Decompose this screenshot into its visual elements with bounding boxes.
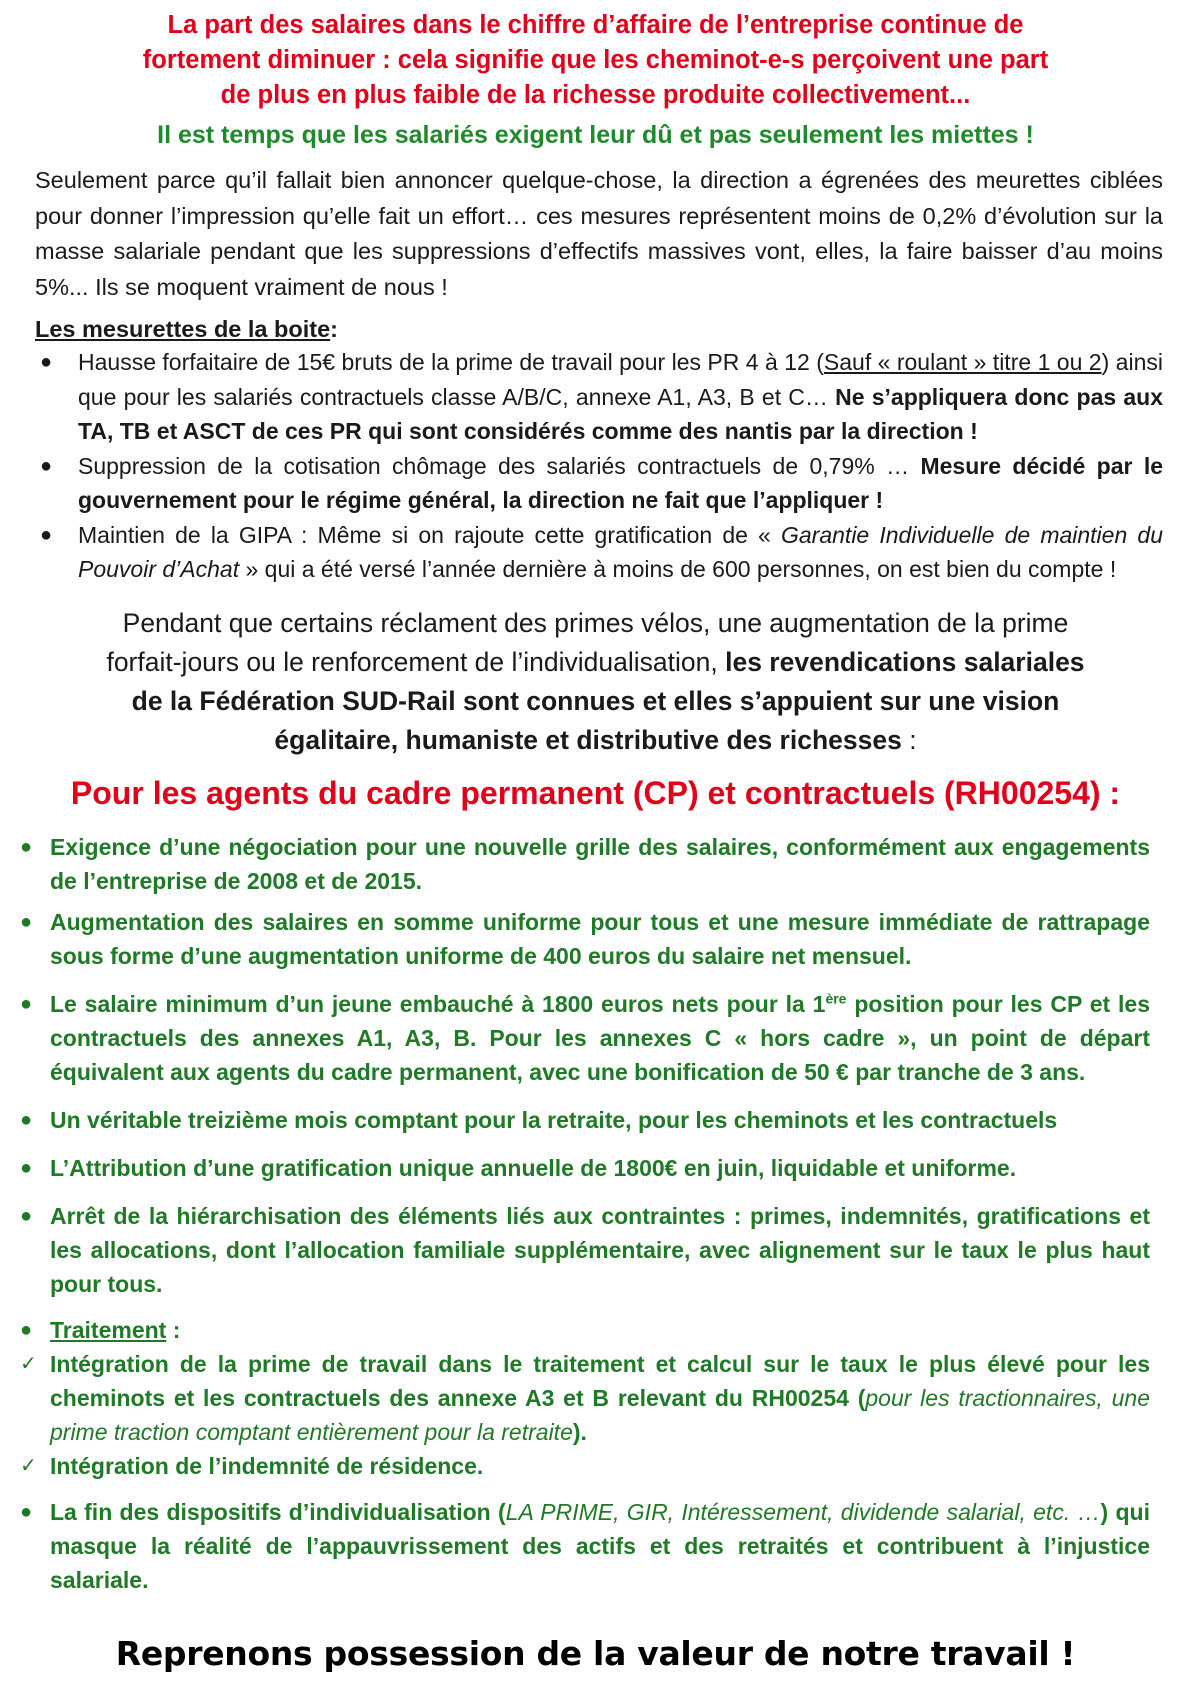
mesurettes-title <box>35 313 338 345</box>
cp-demand-8a: La fin des dispositifs d’individualisation ( <box>50 1499 506 1525</box>
bullet-icon: ● <box>20 1205 33 1227</box>
header-red <box>40 8 1151 113</box>
cp-demand-item <box>20 1199 1150 1301</box>
cp-check-2: Intégration de l’indemnité de résidence. <box>50 1453 484 1479</box>
bullet-icon: ● <box>20 1501 33 1523</box>
bullet-icon: ● <box>40 454 53 477</box>
mesurettes-title-text: Les mesurettes de la boite <box>35 316 331 342</box>
cp-demand-3b: position pour les CP et les contractuels des annexes A1, A3, B. Pour les annexes C « hors cadre », un point de départ équivalent aux agents du cadre permanent, avec une bonification de 50 € par tranche de 3 ans. <box>50 991 1150 1085</box>
cp-demand-8-italic: LA PRIME, GIR, Intéressement, dividende salarial, etc. … <box>505 1499 1101 1525</box>
mesurette-1-underlined: Sauf « roulant » titre 1 ou 2 <box>823 349 1102 375</box>
header-red-line-1: La part des salaires dans le chiffre d’affaire de l’entreprise continue de <box>167 11 1024 39</box>
mesurette-item <box>40 449 1164 518</box>
cp-demand-item <box>20 1151 1150 1185</box>
mesurette-2-text: Suppression de la cotisation chômage des salariés contractuels de 0,79% … <box>78 452 921 479</box>
cp-demand-item <box>20 1495 1150 1597</box>
mesurettes-title-suffix: : <box>330 316 338 342</box>
cp-demand-6: Arrêt de la hiérarchisation des éléments liés aux contraintes : primes, indemnités, gratifications et les allocations, dont l’allocation familiale supplémentaire, avec alignement sur le taux le plus haut pour tous. <box>50 1203 1150 1297</box>
pendant-line-2 <box>40 643 1151 682</box>
cp-demand-3-sup: ère <box>825 990 847 1007</box>
header-red-line-3: de plus en plus faible de la richesse produite collectivement... <box>220 81 971 109</box>
header-green: Il est temps que les salariés exigent leur dû et pas seulement les miettes ! <box>157 121 1034 149</box>
cp-check-1a: Intégration de la prime de travail dans le traitement et calcul sur le taux le plus élevé pour les cheminots et les contractuels des annexe A3 et B relevant du RH00254 ( <box>50 1351 1150 1411</box>
cp-demand-2: Augmentation des salaires en somme uniforme pour tous et une mesure immédiate de rattrapage sous forme d’une augmentation uniforme de 400 euros du salaire net mensuel. <box>50 909 1150 969</box>
cp-demands-list <box>20 830 1150 1597</box>
cp-demand-item <box>20 987 1150 1089</box>
bullet-icon: ● <box>20 1109 33 1131</box>
bullet-icon: ● <box>20 1319 33 1341</box>
pendant-paragraph <box>40 604 1151 760</box>
bullet-icon: ● <box>20 836 33 858</box>
cp-demand-5: L’Attribution d’une gratification unique annuelle de 1800€ en juin, liquidable et uniforme. <box>50 1155 1017 1181</box>
bullet-icon: ● <box>20 1157 33 1179</box>
closing-slogan: Reprenons possession de la valeur de notre travail ! <box>115 1634 1076 1673</box>
mesurette-3-text2: » qui a été versé l’année dernière à moins de 600 personnes, on est bien du compte ! <box>239 556 1117 582</box>
cp-section-title: Pour les agents du cadre permanent (CP) et contractuels (RH00254) : <box>70 775 1121 811</box>
cp-demand-1: Exigence d’une négociation pour une nouvelle grille des salaires, conformément aux engagements de l’entreprise de 2008 et de 2015. <box>50 834 1150 894</box>
cp-check-item <box>20 1449 1150 1483</box>
mesurette-3-text: Maintien de la GIPA : Même si on rajoute cette gratification de « <box>78 521 781 548</box>
pendant-line-4 <box>40 721 1151 760</box>
cp-demand-8b: ) qui masque la réalité de l’appauvrissement des actifs et des retraités et contribuent à l’injustice salariale. <box>50 1499 1150 1593</box>
cp-demand-4: Un véritable treizième mois comptant pour la retraite, pour les cheminots et les contractuels <box>50 1107 1058 1133</box>
bullet-icon: ● <box>20 911 33 933</box>
check-icon: ✓ <box>20 1455 37 1477</box>
mesurette-item <box>40 518 1163 587</box>
mesurette-1-text2: ) ainsi que pour les salariés contractuels classe A/B/C, annexe A1, A3, B et C… <box>78 349 1163 410</box>
pendant-line-3: de la Fédération SUD-Rail sont connues et elles s’appuient sur une vision <box>131 686 1060 716</box>
pendant-line-4-bold: égalitaire, humaniste et distributive des richesses <box>274 725 902 755</box>
mesurettes-list <box>40 345 1164 587</box>
cp-check-1b: ). <box>572 1419 587 1445</box>
bullet-icon: ● <box>40 523 53 546</box>
mesurette-3-italic: Garantie Individuelle de maintien du Pouvoir d’Achat <box>78 521 1163 582</box>
cp-demand-3a: Le salaire minimum d’un jeune embauché à 1800 euros nets pour la 1 <box>50 991 826 1017</box>
mesurette-item <box>40 345 1164 449</box>
pendant-line-4-end: : <box>901 725 917 755</box>
header-red-line-2: fortement diminuer : cela signifie que les cheminot-e-s perçoivent une part <box>142 46 1049 74</box>
pendant-line-1: Pendant que certains réclament des primes vélos, une augmentation de la prime <box>122 608 1069 638</box>
intro-paragraph: Seulement parce qu’il fallait bien annoncer quelque-chose, la direction a égrenées des meurettes ciblées pour donner l’impression qu’elle fait un effort… ces mesures représentent moins de 0,2% d’évolution sur la masse salariale pendant que les suppressions d’effectifs massives vont, elles, la faire baisser d’au moins 5%... Ils se moquent vraiment de nous ! <box>35 167 1163 300</box>
cp-demand-item <box>20 1103 1150 1137</box>
mesurette-2-bold: Mesure décidé par le gouvernement pour le régime général, la direction ne fait que l’appliquer ! <box>78 452 1164 513</box>
bullet-icon: ● <box>20 993 33 1015</box>
cp-demand-item <box>20 1313 1150 1347</box>
pendant-line-2-normal: forfait-jours ou le renforcement de l’individualisation, <box>106 647 726 677</box>
cp-check-1-italic: pour les tractionnaires, une prime traction comptant entièrement pour la retraite <box>50 1385 1150 1445</box>
pendant-line-2-bold: les revendications salariales <box>725 647 1085 677</box>
cp-demand-7-label: Traitement <box>50 1317 167 1343</box>
cp-check-item <box>20 1347 1150 1449</box>
cp-demand-item <box>20 905 1150 973</box>
cp-demand-item <box>20 830 1150 898</box>
bullet-icon: ● <box>40 351 53 373</box>
check-icon: ✓ <box>20 1353 37 1375</box>
mesurette-1-bold: Ne s’appliquera donc pas aux TA, TB et ASCT de ces PR qui sont considérés comme des nantis par la direction ! <box>78 383 1164 444</box>
mesurette-1-text: Hausse forfaitaire de 15€ bruts de la prime de travail pour les PR 4 à 12 ( <box>78 349 824 375</box>
cp-demand-7-suffix: : <box>166 1317 181 1343</box>
